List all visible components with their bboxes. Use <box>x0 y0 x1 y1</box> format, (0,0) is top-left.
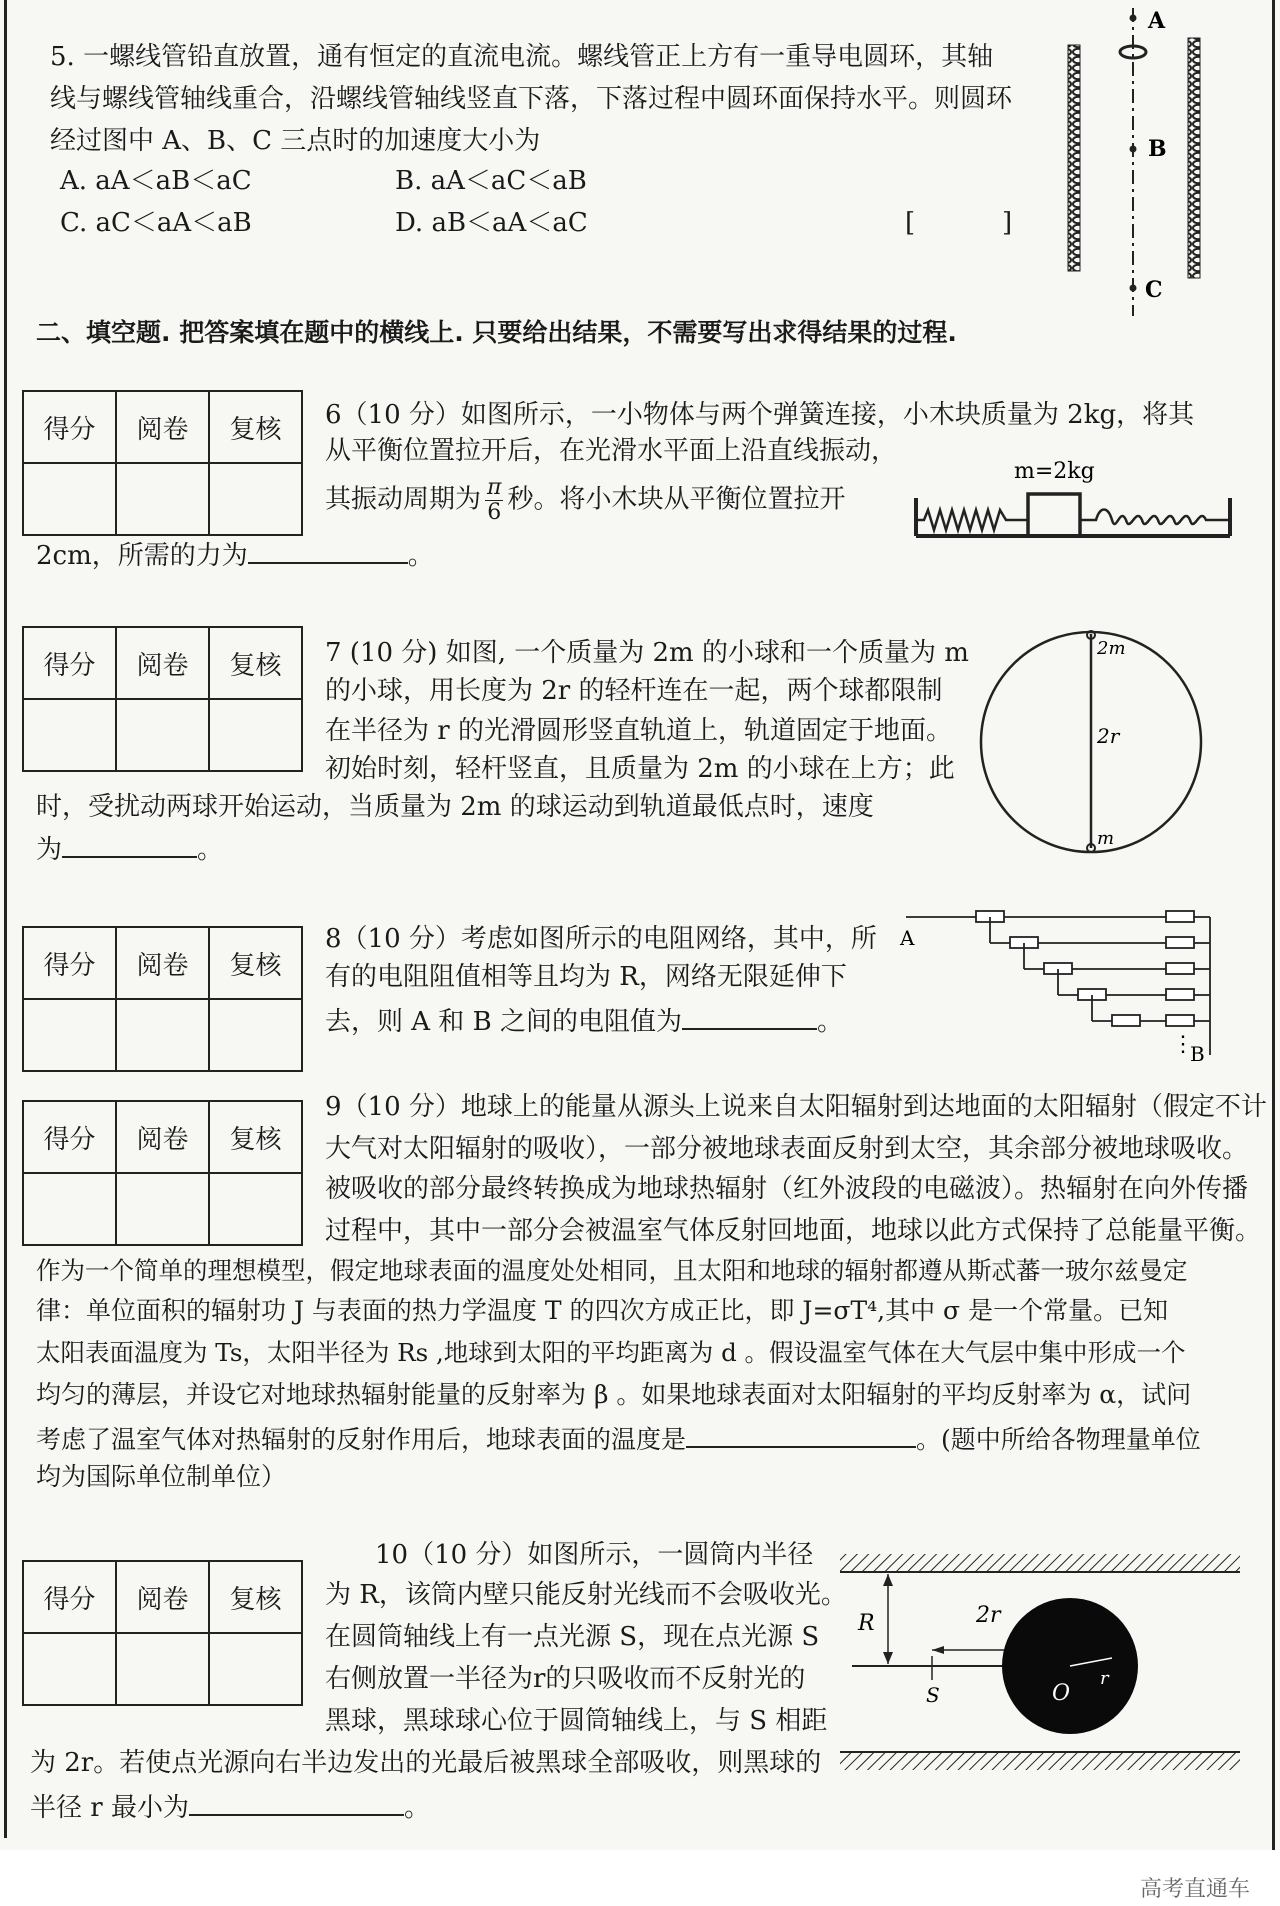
score-cell[interactable] <box>23 1173 116 1245</box>
q6-line3-post: 秒。将小木块从平衡位置拉开 <box>507 484 846 515</box>
score-header: 得分 <box>23 627 116 699</box>
right-spring <box>1080 510 1230 525</box>
check-header: 复核 <box>209 1101 302 1173</box>
review-cell[interactable] <box>116 999 209 1071</box>
q6-answer-blank[interactable] <box>248 532 408 564</box>
cylinder-bottom-wall <box>840 1752 1240 1770</box>
q9-line6: 律：单位面积的辐射功 J 与表面的热力学温度 T 的四次方成正比，即 J=σT⁴,其中 σ 是一个常量。已知 <box>36 1296 1169 1325</box>
q5-solenoid-figure <box>1060 0 1220 320</box>
q8-label-a: A <box>900 926 915 950</box>
q9-score-box <box>22 1100 303 1246</box>
q9-line8: 均匀的薄层，并设它对地球热辐射能量的反射率为 β 。如果地球表面对太阳辐射的平均反射率为 α，试问 <box>36 1380 1192 1409</box>
q10-line2: 为 R，该筒内壁只能反射光线而不会吸收光。 <box>325 1580 847 1610</box>
q5-option-a: A. aA＜aB＜aC <box>60 166 252 196</box>
score-cell[interactable] <box>23 463 116 535</box>
q6-line2: 从平衡位置拉开后，在光滑水平面上沿直线振动， <box>325 436 898 466</box>
check-header: 复核 <box>209 927 302 999</box>
q8-line3-pre: 去，则 A 和 B 之间的电阻值为 <box>325 1007 682 1037</box>
score-cell[interactable] <box>23 999 116 1071</box>
q9-line2: 大气对太阳辐射的吸收），一部分被地球表面反射到太空，其余部分被地球吸收。 <box>325 1134 1249 1164</box>
q10-line7-pre: 半径 r 最小为 <box>30 1793 189 1823</box>
q9-answer-blank[interactable] <box>686 1416 916 1448</box>
resistor <box>1166 937 1194 948</box>
q5-option-d: D. aB＜aA＜aC <box>395 208 588 238</box>
left-spring <box>916 510 1028 530</box>
q10-label-O: O <box>1052 1681 1071 1706</box>
q7-answer-blank[interactable] <box>62 826 197 858</box>
resistor <box>1166 963 1194 974</box>
review-header: 阅卷 <box>116 1101 209 1173</box>
q10-label-S: S <box>926 1683 940 1707</box>
check-cell[interactable] <box>209 1173 302 1245</box>
score-header: 得分 <box>23 391 116 463</box>
q9-line9-pre: 考虑了温室气体对热辐射的反射作用后，地球表面的温度是 <box>36 1425 687 1454</box>
review-cell[interactable] <box>116 699 209 771</box>
q8-continuation-dots: ⋮ <box>1172 1032 1194 1057</box>
label-c: C <box>1145 277 1163 303</box>
solenoid-right-wall <box>1188 38 1200 278</box>
q7-circular-track-figure <box>975 630 1215 860</box>
q9-line1: 9（10 分）地球上的能量从源头上说来自太阳辐射到达地面的太阳辐射（假定不计 <box>325 1092 1267 1122</box>
cylinder-top-wall <box>840 1554 1240 1572</box>
q5-line3: 经过图中 A、B、C 三点时的加速度大小为 <box>50 126 541 156</box>
point-c-marker <box>1130 285 1137 292</box>
check-header: 复核 <box>209 391 302 463</box>
label-a: A <box>1148 8 1166 34</box>
q7-line1: 7 (10 分) 如图, 一个质量为 2m 的小球和一个质量为 m <box>325 638 969 668</box>
q9-line5: 作为一个简单的理想模型，假定地球表面的温度处处相同，且太阳和地球的辐射都遵从斯忒蕃一玻尔兹曼定 <box>36 1256 1188 1285</box>
q8-label-b: B <box>1190 1042 1205 1066</box>
resistor <box>1166 1015 1194 1026</box>
check-cell[interactable] <box>209 463 302 535</box>
q5-bracket-open: [ <box>905 208 916 238</box>
q7-label-2r: 2r <box>1097 724 1120 748</box>
q8-line3 <box>325 998 843 1043</box>
q5-line1: 5. 一螺线管铅直放置，通有恒定的直流电流。螺线管正上方有一重导电圆环，其轴 <box>50 42 994 72</box>
q7-score-box <box>22 626 303 772</box>
q5-line2: 线与螺线管轴线重合，沿螺线管轴线竖直下落，下落过程中圆环面保持水平。则圆环 <box>50 84 1013 114</box>
point-b-marker <box>1130 146 1137 153</box>
q10-line7 <box>30 1784 430 1829</box>
q6-line3 <box>325 476 846 525</box>
q10-answer-blank[interactable] <box>189 1784 404 1816</box>
q5-option-b: B. aA＜aC＜aB <box>395 166 587 196</box>
q10-label-r: r <box>1100 1668 1109 1689</box>
q7-line6-pre: 为 <box>36 835 63 865</box>
q6-line3-pre: 其振动周期为 <box>325 484 482 515</box>
q10-label-R: R <box>858 1611 875 1636</box>
q10-line7-post: 。 <box>403 1793 430 1823</box>
resistor <box>1166 911 1194 922</box>
score-header: 得分 <box>23 1561 116 1633</box>
score-cell[interactable] <box>23 699 116 771</box>
q8-line3-post: 。 <box>816 1007 843 1037</box>
q10-line5: 黑球，黑球球心位于圆筒轴线上，与 S 相距 <box>325 1706 828 1736</box>
q10-label-2r: 2r <box>976 1603 1001 1628</box>
q5-bracket-close: ] <box>1002 208 1013 238</box>
review-cell[interactable] <box>116 1633 209 1705</box>
score-cell[interactable] <box>23 1633 116 1705</box>
q8-resistor-network-figure <box>900 905 1220 1065</box>
q9-line7: 太阳表面温度为 Ts，太阳半径为 Rs ,地球到太阳的平均距离为 d 。假设温室气体在大气层中集中形成一个 <box>36 1338 1186 1367</box>
wood-block <box>1028 494 1080 536</box>
q7-label-m: m <box>1097 828 1115 849</box>
q10-line4: 右侧放置一半径为r的只吸收而不反射光的 <box>325 1664 806 1694</box>
solenoid-left-wall <box>1068 45 1080 271</box>
q6-line1: 6（10 分）如图所示，一小物体与两个弹簧连接，小木块质量为 2kg，将其 <box>325 400 1195 430</box>
q9-line3: 被吸收的部分最终转换成为地球热辐射（红外波段的电磁波）。热辐射在向外传播 <box>325 1174 1249 1204</box>
q7-line5: 时，受扰动两球开始运动，当质量为 2m 的球运动到轨道最低点时，速度 <box>36 792 874 822</box>
q6-line4 <box>36 532 434 577</box>
q5-option-c: C. aC＜aA＜aB <box>60 208 252 238</box>
q6-line4-pre: 2cm，所需的力为 <box>36 541 248 571</box>
section-2-heading: 二、填空题. 把答案填在题中的横线上. 只要给出结果，不需要写出求得结果的过程. <box>36 318 957 347</box>
check-cell[interactable] <box>209 699 302 771</box>
check-cell[interactable] <box>209 1633 302 1705</box>
review-header: 阅卷 <box>116 1561 209 1633</box>
q6-period-num: π <box>487 475 502 500</box>
check-header: 复核 <box>209 1561 302 1633</box>
q6-period-den: 6 <box>487 500 502 525</box>
q6-line4-post: 。 <box>407 541 434 571</box>
q7-line3: 在半径为 r 的光滑圆形竖直轨道上，轨道固定于地面。 <box>325 716 952 746</box>
q8-answer-blank[interactable] <box>682 998 817 1030</box>
q7-line6 <box>36 826 223 871</box>
page-left-edge <box>4 0 7 1838</box>
q10-cylinder-figure <box>838 1550 1248 1785</box>
q8-line1: 8（10 分）考虑如图所示的电阻网络，其中，所 <box>325 924 877 954</box>
q9-line9-post: 。(题中所给各物理量单位 <box>916 1425 1201 1454</box>
check-header: 复核 <box>209 627 302 699</box>
q6-period-fraction <box>485 476 503 525</box>
source-watermark: 高考直通车 <box>1139 1877 1250 1902</box>
q7-line4: 初始时刻，轻杆竖直，且质量为 2m 的小球在上方；此 <box>325 754 955 784</box>
check-cell[interactable] <box>209 999 302 1071</box>
q6-spring-figure <box>910 448 1236 544</box>
review-cell[interactable] <box>116 463 209 535</box>
q7-line6-post: 。 <box>197 835 224 865</box>
q7-label-2m: 2m <box>1097 638 1126 659</box>
label-b: B <box>1148 136 1167 162</box>
q7-line2: 的小球，用长度为 2r 的轻杆连在一起，两个球都限制 <box>325 676 943 706</box>
resistor <box>1166 989 1194 1000</box>
score-header: 得分 <box>23 927 116 999</box>
resistor <box>1112 1015 1140 1026</box>
review-header: 阅卷 <box>116 927 209 999</box>
review-header: 阅卷 <box>116 391 209 463</box>
q10-line3: 在圆筒轴线上有一点光源 S，现在点光源 S <box>325 1622 820 1652</box>
q8-line2: 有的电阻阻值相等且均为 R，网络无限延伸下 <box>325 962 847 992</box>
score-header: 得分 <box>23 1101 116 1173</box>
q9-line4: 过程中，其中一部分会被温室气体反射回地面，地球以此方式保持了总能量平衡。 <box>325 1216 1262 1246</box>
q6-score-box <box>22 390 303 536</box>
page-right-edge <box>1272 0 1275 1850</box>
point-a-marker <box>1130 15 1137 22</box>
q10-score-box <box>22 1560 303 1706</box>
q9-line9 <box>36 1416 1201 1461</box>
q6-mass-label: m=2kg <box>1014 459 1095 484</box>
q10-line1: 10（10 分）如图所示，一圆筒内半径 <box>375 1540 814 1570</box>
review-header: 阅卷 <box>116 627 209 699</box>
q10-line6: 为 2r。若使点光源向右半边发出的光最后被黑球全部吸收，则黑球的 <box>30 1748 822 1778</box>
q9-line10: 均为国际单位制单位） <box>36 1462 287 1491</box>
review-cell[interactable] <box>116 1173 209 1245</box>
q8-score-box <box>22 926 303 1072</box>
